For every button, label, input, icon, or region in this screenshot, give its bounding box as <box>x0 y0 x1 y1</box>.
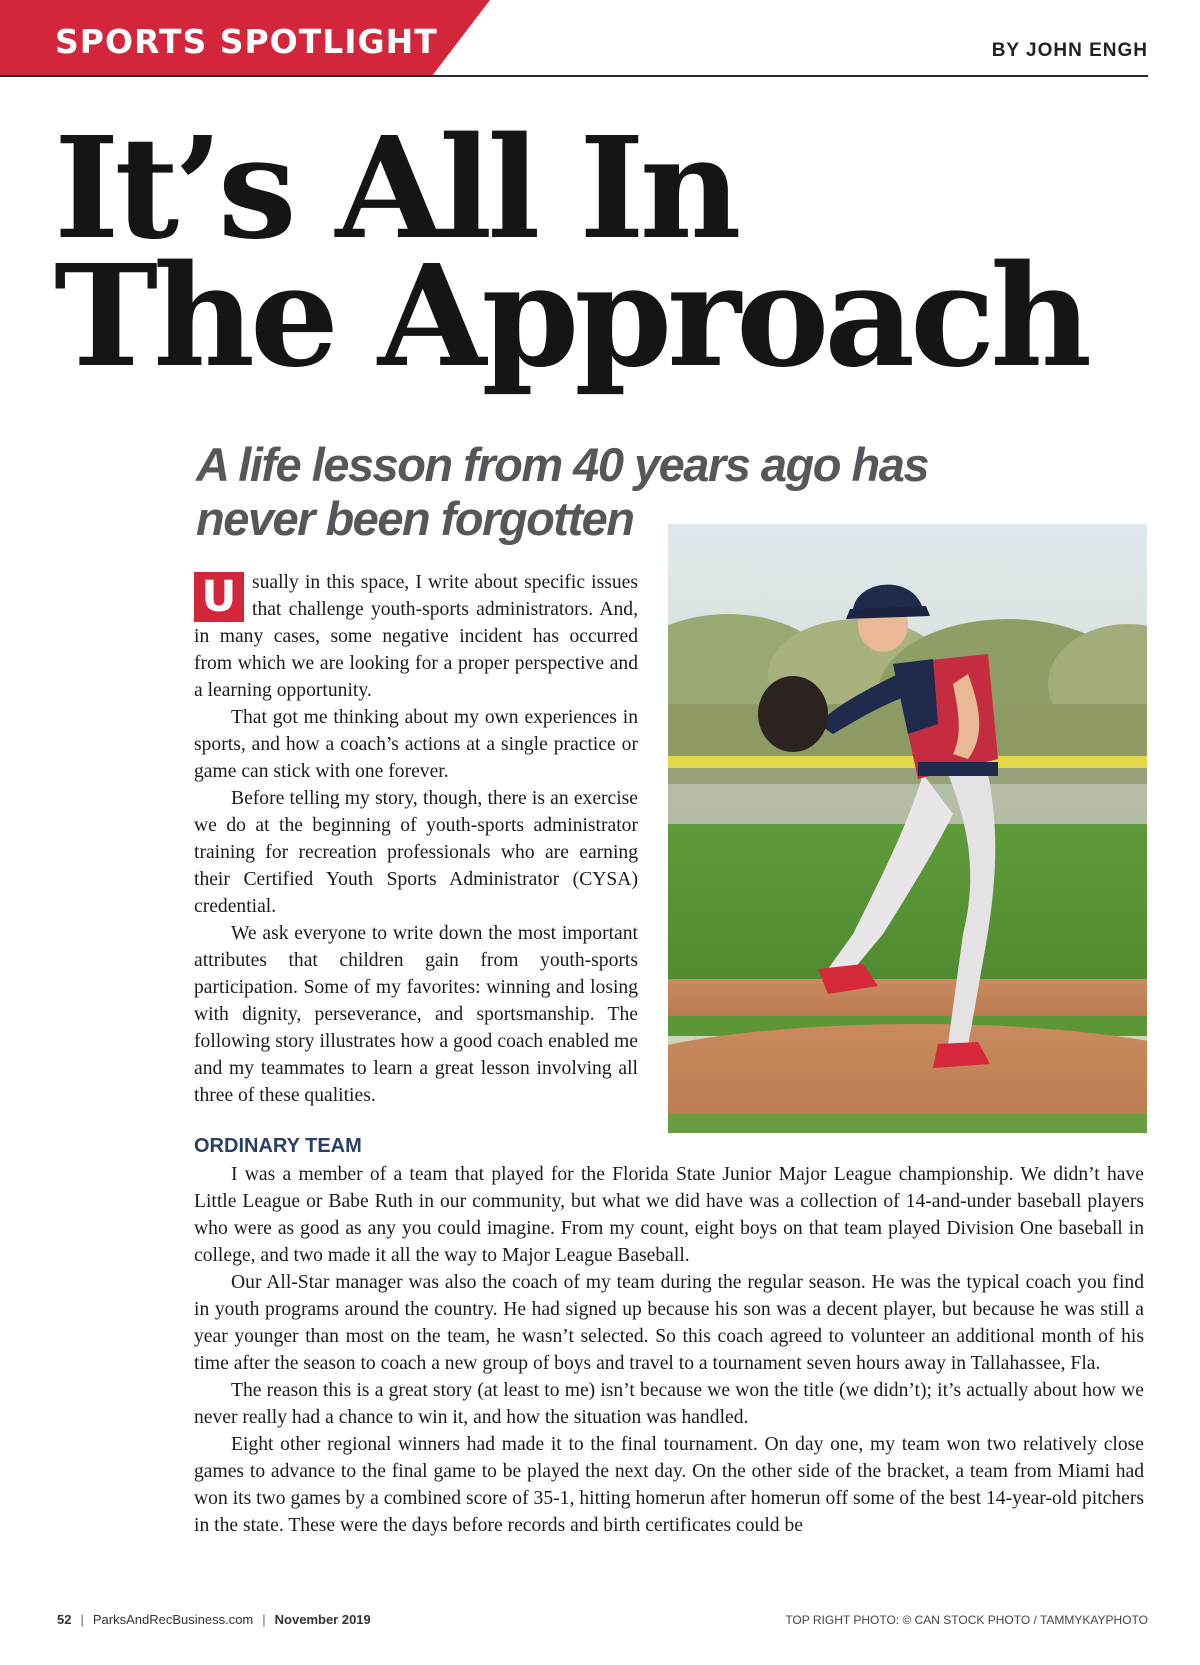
photo-credit: TOP RIGHT PHOTO: © CAN STOCK PHOTO / TAMMYKAYPHOTO <box>785 1613 1148 1627</box>
footer-issue: November 2019 <box>274 1612 371 1627</box>
intro-paragraph-4: We ask everyone to write down the most important attributes that children gain from youth-sports participation. Some of my favorites: winning and losing with dignity, perseverance, and sportsmanship. The following story illustrates how a good coach enabled me and my teammates to learn a great lesson involving all three of these qualities. <box>194 923 638 1106</box>
drop-cap: U <box>194 572 244 622</box>
headline <box>54 107 1154 399</box>
intro-paragraph-2: That got me thinking about my own experiences in sports, and how a coach’s actions at a single practice or game can stick with one forever. <box>194 707 638 782</box>
footer-folio <box>57 1612 371 1627</box>
header-rule <box>0 75 1148 77</box>
byline: BY JOHN ENGH <box>991 40 1148 61</box>
body-paragraph-2: Our All-Star manager was also the coach of my team during the regular season. He was the typical coach you find in youth programs around the country. He had signed up because his son was a decent player, but because he was still a year younger than most on the team, he wasn’t selected. So this coach agreed to volunteer an additional month of his time after the season to coach a new group of boys and travel to a tournament seven hours away in Tallahassee, Fla. <box>194 1272 1144 1374</box>
intro-column <box>194 569 638 1109</box>
intro-paragraph-3: Before telling my story, though, there is an exercise we do at the beginning of youth-sports administrator training for recreation professionals who are earning their Certified Youth Sports Administrator (CYSA) credential. <box>194 788 638 917</box>
body-paragraph-4: Eight other regional winners had made it to the final tournament. On day one, my team won two relatively close games to advance to the final game to be played the next day. On the other side of the bracket, a team from Miami had won its two games by a combined score of 35-1, hitting homerun after homerun off some of the best 14-year-old pitchers in the state. These were the days before records and birth certificates could be <box>194 1434 1144 1536</box>
headline-line-1: It’s All In <box>54 107 737 271</box>
deck-line-1: A life lesson from 40 years ago has <box>196 438 929 491</box>
footer-separator: | <box>80 1612 84 1627</box>
section-subhead: ORDINARY TEAM <box>194 1135 362 1157</box>
page-number: 52 <box>57 1612 72 1627</box>
deck-line-2: never been forgotten <box>196 492 634 545</box>
footer-site: ParksAndRecBusiness.com <box>92 1612 254 1627</box>
pitcher-photo <box>668 524 1147 1133</box>
headline-line-2: The Approach <box>54 235 1088 399</box>
section-label: SPORTS SPOTLIGHT <box>55 22 438 61</box>
intro-paragraph-1-text: sually in this space, I write about specific issues that challenge youth-sports administrators. And, in many cases, some negative incident has occurred from which we are looking for a proper perspective and a learning opportunity. <box>194 572 638 701</box>
pitcher-illustration <box>668 524 1147 1133</box>
footer-separator: | <box>262 1612 266 1627</box>
body-paragraph-1: I was a member of a team that played for the Florida State Junior Major League championship. We didn’t have Little League or Babe Ruth in our community, but what we did have was a collection of 14-and-under baseball players who were as good as any you could imagine. From my count, eight boys on that team played Division One baseball in college, and two made it all the way to Major League Baseball. <box>194 1164 1144 1266</box>
intro-paragraph-1 <box>194 569 638 704</box>
body-paragraph-3: The reason this is a great story (at least to me) isn’t because we won the title (we didn’t); it’s actually about how we never really had a chance to win it, and how the situation was handled. <box>194 1380 1144 1428</box>
body-wide-column <box>194 1161 1144 1539</box>
